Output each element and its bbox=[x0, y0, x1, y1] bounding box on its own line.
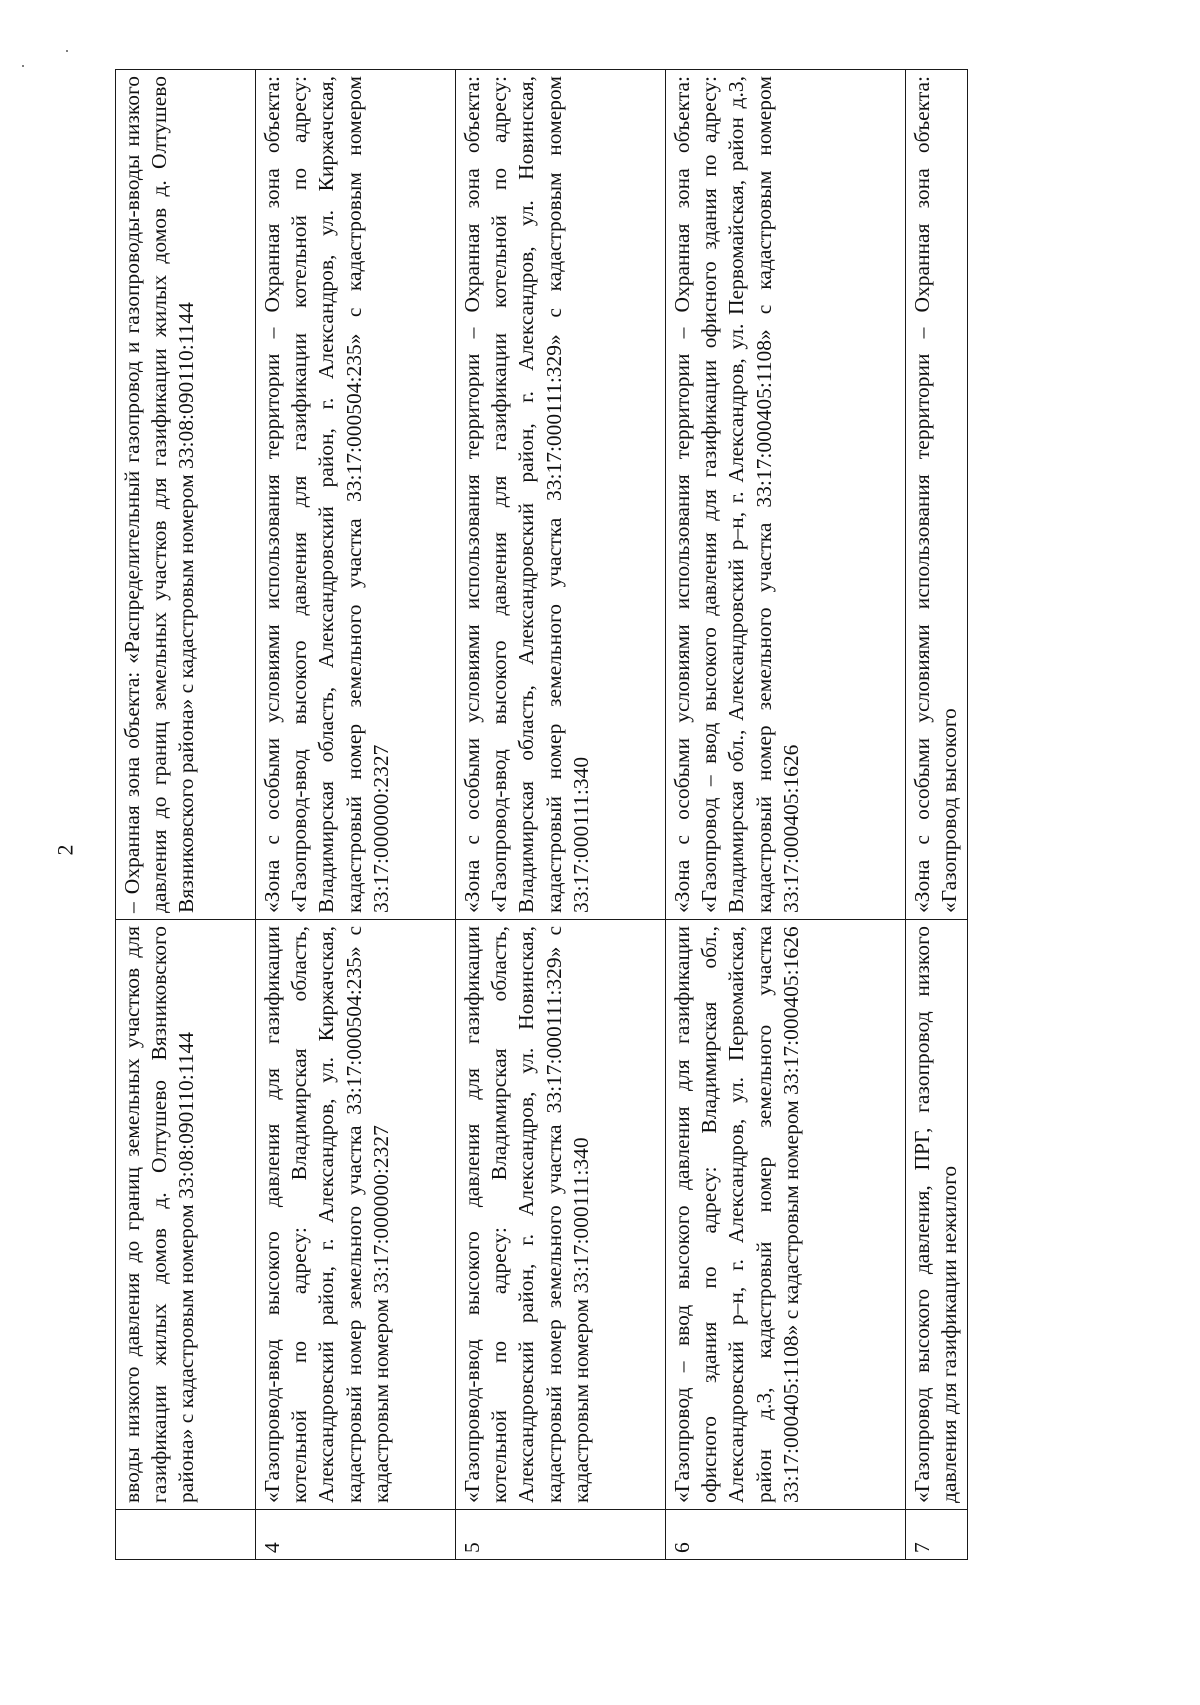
table-row bbox=[906, 70, 968, 1560]
row-number: 5 bbox=[456, 1510, 666, 1560]
zones-table bbox=[115, 69, 968, 1560]
row-number: 7 bbox=[906, 1510, 968, 1560]
scan-speck bbox=[66, 50, 68, 52]
table-row bbox=[666, 70, 906, 1560]
object-description: «Газопровод-ввод высокого давления для газификации котельной по адресу: Владимирская область, Александровский район, г. Александров, ул. Новинская, кадастровый номер земельного участка 33:17:000111:329» с кадастровым номером 33:17:000111:340 bbox=[456, 920, 666, 1510]
zone-description: «Зона с особыми условиями использования территории – Охранная зона объекта: «Газопровод – ввод высокого давления для газификации офисного здания по адресу: Владимирская обл., Александровский р–н, г. Александров, ул. Первомайская, район д.3, кадастровый номер земельного участка 33:17:000405:1108» с кадастровым номером 33:17:000405:1626 bbox=[666, 70, 906, 920]
table-row bbox=[256, 70, 456, 1560]
zone-description: «Зона с особыми условиями использования территории – Охранная зона объекта: «Газопровод высокого bbox=[906, 70, 968, 920]
rotated-content bbox=[115, 70, 1043, 1560]
table-row bbox=[456, 70, 666, 1560]
page-number: 2 bbox=[52, 844, 78, 856]
row-number: 6 bbox=[666, 1510, 906, 1560]
object-description: «Газопровод-ввод высокого давления для газификации котельной по адресу: Владимирская область, Александровский район, г. Александров, ул. Киржачская, кадастровый номер земельного участка 33:17:000504:235» с кадастровым номером 33:17:000000:2327 bbox=[256, 920, 456, 1510]
rotated-page bbox=[115, 70, 1043, 1560]
object-description: вводы низкого давления до границ земельных участков для газификации жилых домов д. Олтушево Вязниковского района» с кадастровым номером 33:08:090110:1144 bbox=[116, 920, 256, 1510]
row-number bbox=[116, 1510, 256, 1560]
zone-description: «Зона с особыми условиями использования территории – Охранная зона объекта: «Газопровод-ввод высокого давления для газификации котельной по адресу: Владимирская область, Александровский район, г. Александров, ул. Киржачская, кадастровый номер земельного участка 33:17:000504:235» с кадастровым номером 33:17:000000:2327 bbox=[256, 70, 456, 920]
scan-speck bbox=[22, 65, 24, 67]
zone-description: «Зона с особыми условиями использования территории – Охранная зона объекта: «Газопровод-ввод высокого давления для газификации котельной по адресу: Владимирская область, Александровский район, г. Александров, ул. Новинская, кадастровый номер земельного участка 33:17:000111:329» с кадастровым номером 33:17:000111:340 bbox=[456, 70, 666, 920]
object-description: «Газопровод высокого давления, ПРГ, газопровод низкого давления для газификации нежилого bbox=[906, 920, 968, 1510]
table-row bbox=[116, 70, 256, 1560]
zone-description: – Охранная зона объекта: «Распределительный газопровод и газопроводы-вводы низкого давления до границ земельных участков для газификации жилых домов д. Олтушево Вязниковского района» с кадастровым номером 33:08:090110:1144 bbox=[116, 70, 256, 920]
row-number: 4 bbox=[256, 1510, 456, 1560]
object-description: «Газопровод – ввод высокого давления для газификации офисного здания по адресу: Владимирская обл., Александровский р–н, г. Александров, ул. Первомайская, район д.3, кадастровый номер земельного участка 33:17:000405:1108» с кадастровым номером 33:17:000405:1626 bbox=[666, 920, 906, 1510]
